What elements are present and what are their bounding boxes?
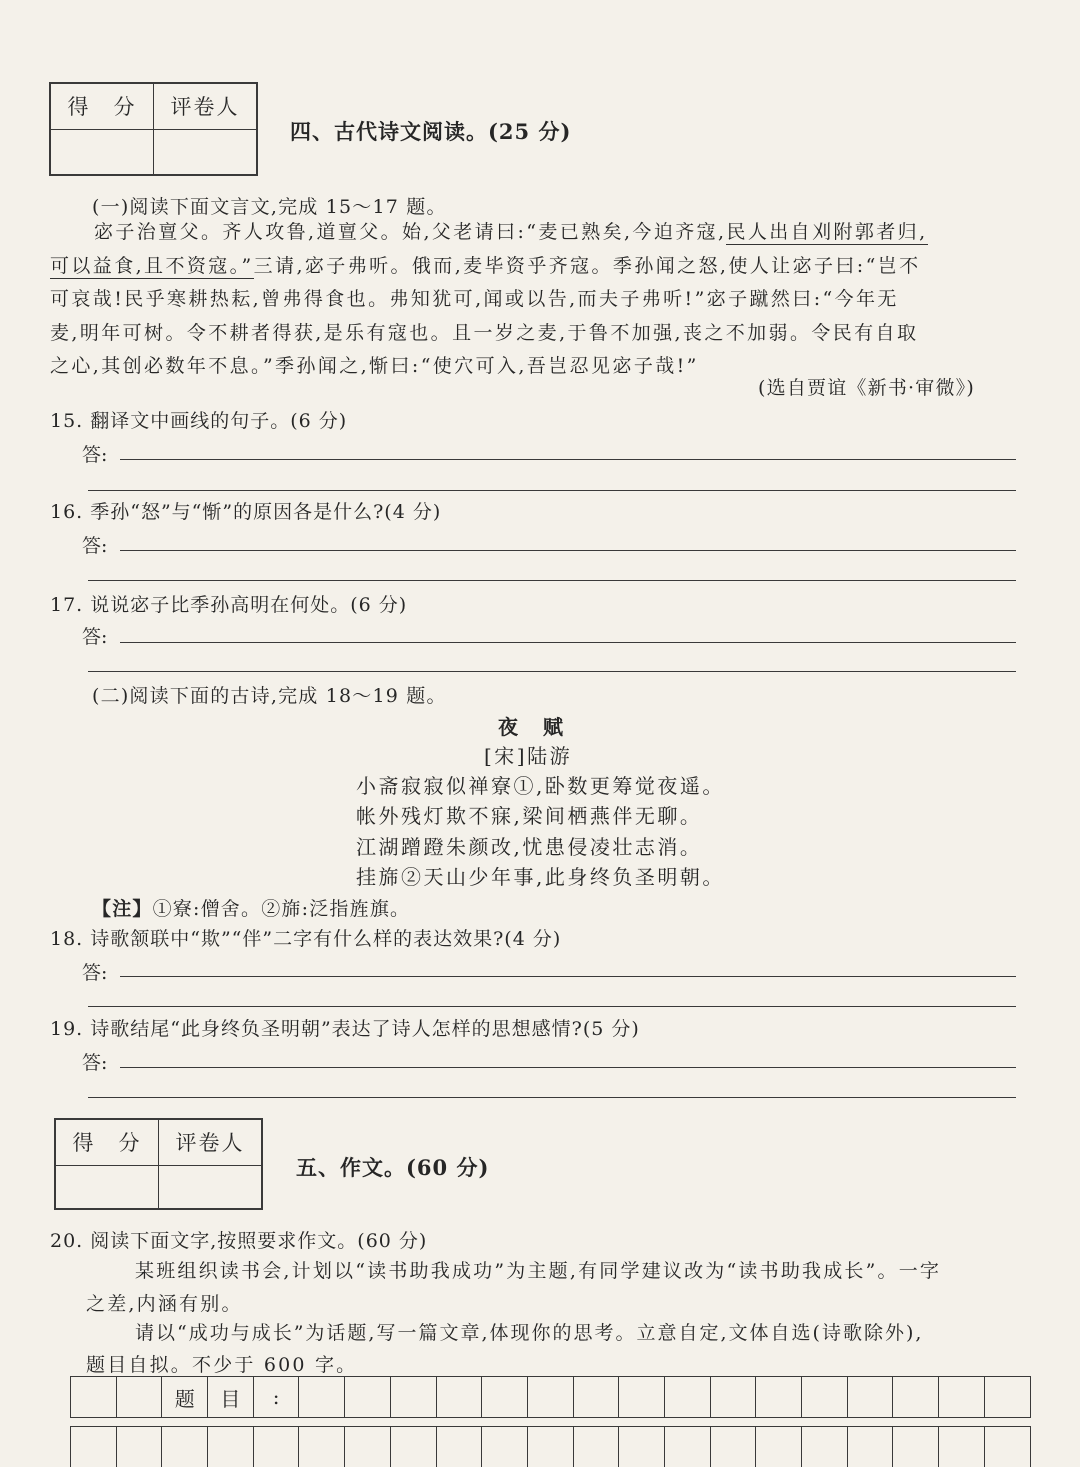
- grid-cell[interactable]: [574, 1427, 620, 1467]
- answer-label: 答:: [82, 444, 108, 466]
- grid-cell[interactable]: [71, 1377, 117, 1417]
- grid-cell[interactable]: [711, 1377, 757, 1417]
- answer-line[interactable]: [120, 976, 1016, 977]
- poem-line: 小斋寂寂似禅寮①,卧数更筹觉夜遥。: [356, 774, 725, 798]
- grader-label: 评卷人: [154, 83, 258, 129]
- grid-cell[interactable]: [117, 1377, 163, 1417]
- passage-line: 宓子治亶父。齐人攻鲁,道亶父。始,父老请曰:“麦已熟矣,今迫齐寇,: [94, 221, 727, 243]
- grid-cell[interactable]: [619, 1377, 665, 1417]
- answer-line[interactable]: [88, 490, 1016, 491]
- grid-cell[interactable]: [345, 1377, 391, 1417]
- note-text: ①寮:僧舍。②旆:泛指旌旗。: [152, 898, 411, 920]
- grid-cell[interactable]: [665, 1427, 711, 1467]
- grid-cell[interactable]: [437, 1427, 483, 1467]
- part1-instruction: (一)阅读下面文言文,完成 15～17 题。: [92, 196, 447, 218]
- grid-cell[interactable]: [802, 1377, 848, 1417]
- grid-cell[interactable]: [802, 1427, 848, 1467]
- question-20: 20. 阅读下面文字,按照要求作文。(60 分): [50, 1230, 428, 1252]
- grid-cell[interactable]: 题: [162, 1377, 208, 1417]
- grid-cell[interactable]: [162, 1427, 208, 1467]
- score-table-2: [54, 1118, 263, 1210]
- answer-label: 答:: [82, 626, 108, 648]
- answer-line[interactable]: [88, 1097, 1016, 1098]
- grid-cell[interactable]: [71, 1427, 117, 1467]
- writing-grid-title-row[interactable]: [70, 1376, 1031, 1418]
- answer-line[interactable]: [120, 642, 1016, 643]
- grid-cell[interactable]: [619, 1427, 665, 1467]
- score-label: 得 分: [50, 83, 154, 129]
- classical-passage: [50, 216, 1016, 384]
- grid-cell[interactable]: [391, 1377, 437, 1417]
- score-input-cell[interactable]: [55, 1165, 159, 1209]
- underlined-sentence-part1: 民人出自刈附郭者归,: [726, 221, 928, 243]
- grid-cell[interactable]: [391, 1427, 437, 1467]
- grid-cell[interactable]: [711, 1427, 757, 1467]
- poem-line: 帐外残灯欺不寐,梁间栖燕伴无聊。: [356, 804, 703, 828]
- grid-cell[interactable]: [299, 1427, 345, 1467]
- grid-cell[interactable]: [756, 1427, 802, 1467]
- answer-label: 答:: [82, 962, 108, 984]
- grid-cell[interactable]: [985, 1427, 1031, 1467]
- grid-cell[interactable]: [574, 1377, 620, 1417]
- q20-para2-line1: 请以“成功与成长”为话题,写一篇文章,体现你的思考。立意自定,文体自选(诗歌除外),: [135, 1322, 924, 1344]
- poem-title: 夜 赋: [498, 715, 566, 739]
- grader-input-cell[interactable]: [159, 1165, 263, 1209]
- passage-line: 可哀哉!民乎寒耕热耘,曾弗得食也。弗知犹可,闻或以告,而夫子弗听!”宓子蹴然曰:“今年无: [50, 288, 899, 310]
- grid-cell[interactable]: 目: [208, 1377, 254, 1417]
- passage-source: (选自贾谊《新书·审微》): [758, 377, 975, 399]
- writing-grid-row[interactable]: [70, 1426, 1031, 1467]
- answer-label: 答:: [82, 1052, 108, 1074]
- score-table-1: [49, 82, 258, 176]
- passage-line: 三请,宓子弗听。俄而,麦毕资乎齐寇。季孙闻之怒,使人让宓子曰:“岂不: [253, 254, 921, 277]
- answer-label: 答:: [82, 535, 108, 557]
- question-17: 17. 说说宓子比季孙高明在何处。(6 分): [50, 594, 408, 616]
- grid-cell[interactable]: [208, 1427, 254, 1467]
- section-4-title: 四、古代诗文阅读。(25 分): [290, 119, 572, 144]
- grid-cell[interactable]: [437, 1377, 483, 1417]
- answer-line[interactable]: [120, 459, 1016, 460]
- passage-line: 之心,其创必数年不息。”季孙闻之,惭曰:“使穴可入,吾岂忍见宓子哉!”: [50, 355, 699, 377]
- passage-line: 麦,明年可树。令不耕者得获,是乐有寇也。且一岁之麦,于鲁不加强,丧之不加弱。令民有自取: [50, 321, 919, 344]
- grid-cell[interactable]: [939, 1427, 985, 1467]
- q20-para1-line1: 某班组织读书会,计划以“读书助我成功”为主题,有同学建议改为“读书助我成长”。一字: [135, 1260, 942, 1282]
- grid-cell[interactable]: [893, 1377, 939, 1417]
- answer-line[interactable]: [88, 580, 1016, 581]
- grid-cell[interactable]: :: [254, 1377, 300, 1417]
- grid-cell[interactable]: [117, 1427, 163, 1467]
- score-label: 得 分: [55, 1119, 159, 1165]
- answer-line[interactable]: [120, 1067, 1016, 1068]
- q20-para1-line2: 之差,内涵有别。: [86, 1293, 243, 1315]
- grid-cell[interactable]: [482, 1427, 528, 1467]
- question-19: 19. 诗歌结尾“此身终负圣明朝”表达了诗人怎样的思想感情?(5 分): [50, 1018, 640, 1040]
- question-16: 16. 季孙“怒”与“惭”的原因各是什么?(4 分): [50, 501, 442, 523]
- grid-cell[interactable]: [848, 1377, 894, 1417]
- note-head: 【注】: [92, 898, 153, 920]
- grader-input-cell[interactable]: [154, 129, 258, 175]
- grid-cell[interactable]: [299, 1377, 345, 1417]
- question-18: 18. 诗歌颔联中“欺”“伴”二字有什么样的表达效果?(4 分): [50, 928, 562, 950]
- grid-cell[interactable]: [893, 1427, 939, 1467]
- poem-line: 挂旆②天山少年事,此身终负圣明朝。: [356, 865, 725, 889]
- grid-cell[interactable]: [985, 1377, 1031, 1417]
- grid-cell[interactable]: [254, 1427, 300, 1467]
- poem-author: [宋]陆游: [484, 744, 573, 768]
- q20-para2-line2: 题目自拟。不少于 600 字。: [86, 1354, 358, 1376]
- answer-line[interactable]: [120, 550, 1016, 551]
- grid-cell[interactable]: [345, 1427, 391, 1467]
- part2-instruction: (二)阅读下面的古诗,完成 18～19 题。: [92, 685, 447, 707]
- answer-line[interactable]: [88, 1006, 1016, 1007]
- grid-cell[interactable]: [756, 1377, 802, 1417]
- grader-label: 评卷人: [159, 1119, 263, 1165]
- grid-cell[interactable]: [482, 1377, 528, 1417]
- section-5-title: 五、作文。(60 分): [296, 1155, 490, 1180]
- grid-cell[interactable]: [665, 1377, 711, 1417]
- score-input-cell[interactable]: [50, 129, 154, 175]
- grid-cell[interactable]: [848, 1427, 894, 1467]
- grid-cell[interactable]: [528, 1427, 574, 1467]
- answer-line[interactable]: [88, 671, 1016, 672]
- poem-line: 江湖蹭蹬朱颜改,忧患侵凌壮志消。: [356, 835, 703, 859]
- question-15: 15. 翻译文中画线的句子。(6 分): [50, 410, 348, 432]
- underlined-sentence-part2: 可以益食,且不资寇。”: [50, 254, 254, 277]
- grid-cell[interactable]: [528, 1377, 574, 1417]
- poem-note: [92, 894, 410, 921]
- grid-cell[interactable]: [939, 1377, 985, 1417]
